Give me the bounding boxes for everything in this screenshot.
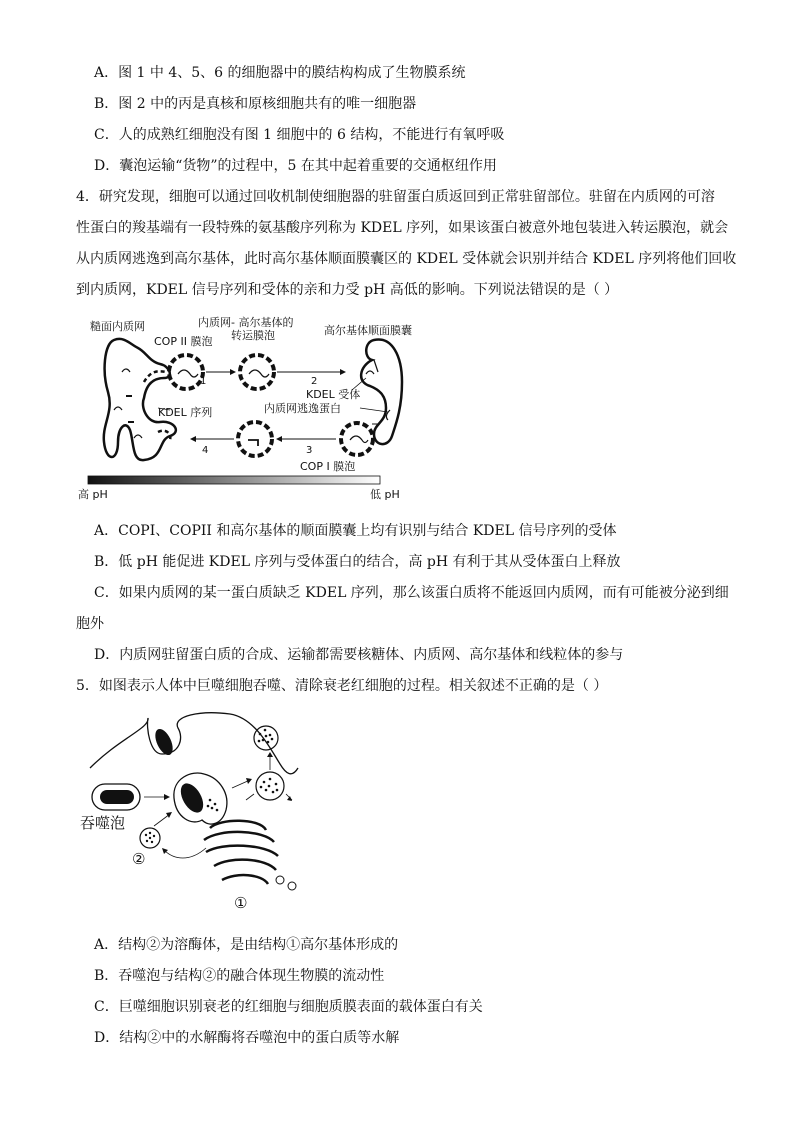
q4-stem-line-2: 性蛋白的羧基端有一段特殊的氨基酸序列称为 KDEL 序列，如果该蛋白被意外地包装进入转运膜泡，就会 xyxy=(76,220,729,236)
transport-vesicle xyxy=(240,355,274,389)
label-golgi-cis: 高尔基体顺面膜囊 xyxy=(324,324,412,337)
q4-stem-line-4: 到内质网，KDEL 信号序列和受体的亲和力受 pH 高低的影响。下列说法错误的是（ ） xyxy=(76,282,619,298)
q4-option-a: A．COPI、COPII 和高尔基体的顺面膜囊上均有识别与结合 KDEL 信号序列的受体 xyxy=(94,523,617,539)
label-copi: COP I 膜泡 xyxy=(300,460,356,473)
label-step-1: 1 xyxy=(200,376,207,387)
q4-option-c-line-2: 胞外 xyxy=(76,616,104,632)
q5-option-c: C．巨噬细胞识别衰老的红细胞与细胞质膜表面的载体蛋白有关 xyxy=(94,999,483,1015)
label-structure-1: ① xyxy=(234,894,248,912)
label-structure-2: ② xyxy=(132,850,146,868)
engulfed-rbc xyxy=(152,726,177,757)
q4-option-c-line-1: C．如果内质网的某一蛋白质缺乏 KDEL 序列，那么该蛋白质将不能返回内质网，而有可能被分泌到细 xyxy=(94,585,729,601)
label-transport-vesicle-2: 转运膜泡 xyxy=(231,329,275,342)
label-rough-er: 糙面内质网 xyxy=(90,320,145,333)
label-kdel-seq: KDEL 序列 xyxy=(158,406,213,419)
copii-vesicle xyxy=(169,355,203,389)
label-kdel-receptor: KDEL 受体 xyxy=(306,388,361,401)
copi-vesicle xyxy=(341,423,373,455)
q4-stem-line-1: 4．研究发现，细胞可以通过回收机制使细胞器的驻留蛋白质返回到正常驻留部位。驻留在内质网的可溶 xyxy=(76,189,715,205)
q5-stem: 5．如图表示人体中巨噬细胞吞噬、清除衰老红细胞的过程。相关叙述不正确的是（ ） xyxy=(76,678,608,694)
returning-vesicle xyxy=(238,422,272,456)
q5-option-d: D．结构②中的水解酶将吞噬泡中的蛋白质等水解 xyxy=(94,1030,400,1046)
rough-er-shape xyxy=(104,339,176,460)
label-copii: COP II 膜泡 xyxy=(154,335,213,348)
q4-stem-line-3: 从内质网逃逸到高尔基体，此时高尔基体顺面膜囊区的 KDEL 受体就会识别并结合 KDEL 序列将他们回收 xyxy=(76,251,737,267)
q5-option-a: A．结构②为溶酶体，是由结构①高尔基体形成的 xyxy=(94,937,399,953)
q3-option-d: D．囊泡运输“货物”的过程中，5 在其中起着重要的交通枢纽作用 xyxy=(94,158,497,174)
label-step-2: 2 xyxy=(311,376,318,387)
kdel-recycling-diagram xyxy=(74,312,419,502)
golgi-apparatus xyxy=(204,821,278,884)
ph-gradient-bar xyxy=(88,476,380,484)
label-step-4: 4 xyxy=(202,445,209,456)
q3-option-c: C．人的成熟红细胞没有图 1 细胞中的 6 结构，不能进行有氧呼吸 xyxy=(94,127,505,143)
q3-option-b: B．图 2 中的丙是真核和原核细胞共有的唯一细胞器 xyxy=(94,96,417,112)
q3-option-a: A．图 1 中 4、5、6 的细胞器中的膜结构构成了生物膜系统 xyxy=(94,65,466,81)
label-high-ph: 高 pH xyxy=(78,488,108,501)
label-transport-vesicle-1: 内质网- 高尔基体的 xyxy=(198,316,294,329)
label-step-3: 3 xyxy=(306,445,313,456)
label-escaped-protein: 内质网逃逸蛋白 xyxy=(264,402,341,415)
q4-option-d: D．内质网驻留蛋白质的合成、运输都需要核糖体、内质网、高尔基体和线粒体的参与 xyxy=(94,647,624,663)
q4-option-b: B．低 pH 能促进 KDEL 序列与受体蛋白的结合，高 pH 有利于其从受体蛋白上释放 xyxy=(94,554,621,570)
q5-option-b: B．吞噬泡与结构②的融合体现生物膜的流动性 xyxy=(94,968,385,984)
golgi-cis-cisterna xyxy=(361,339,402,444)
label-phagosome: 吞噬泡 xyxy=(80,814,126,832)
macrophage-phagocytosis-diagram xyxy=(80,708,310,913)
label-low-ph: 低 pH xyxy=(370,488,400,501)
